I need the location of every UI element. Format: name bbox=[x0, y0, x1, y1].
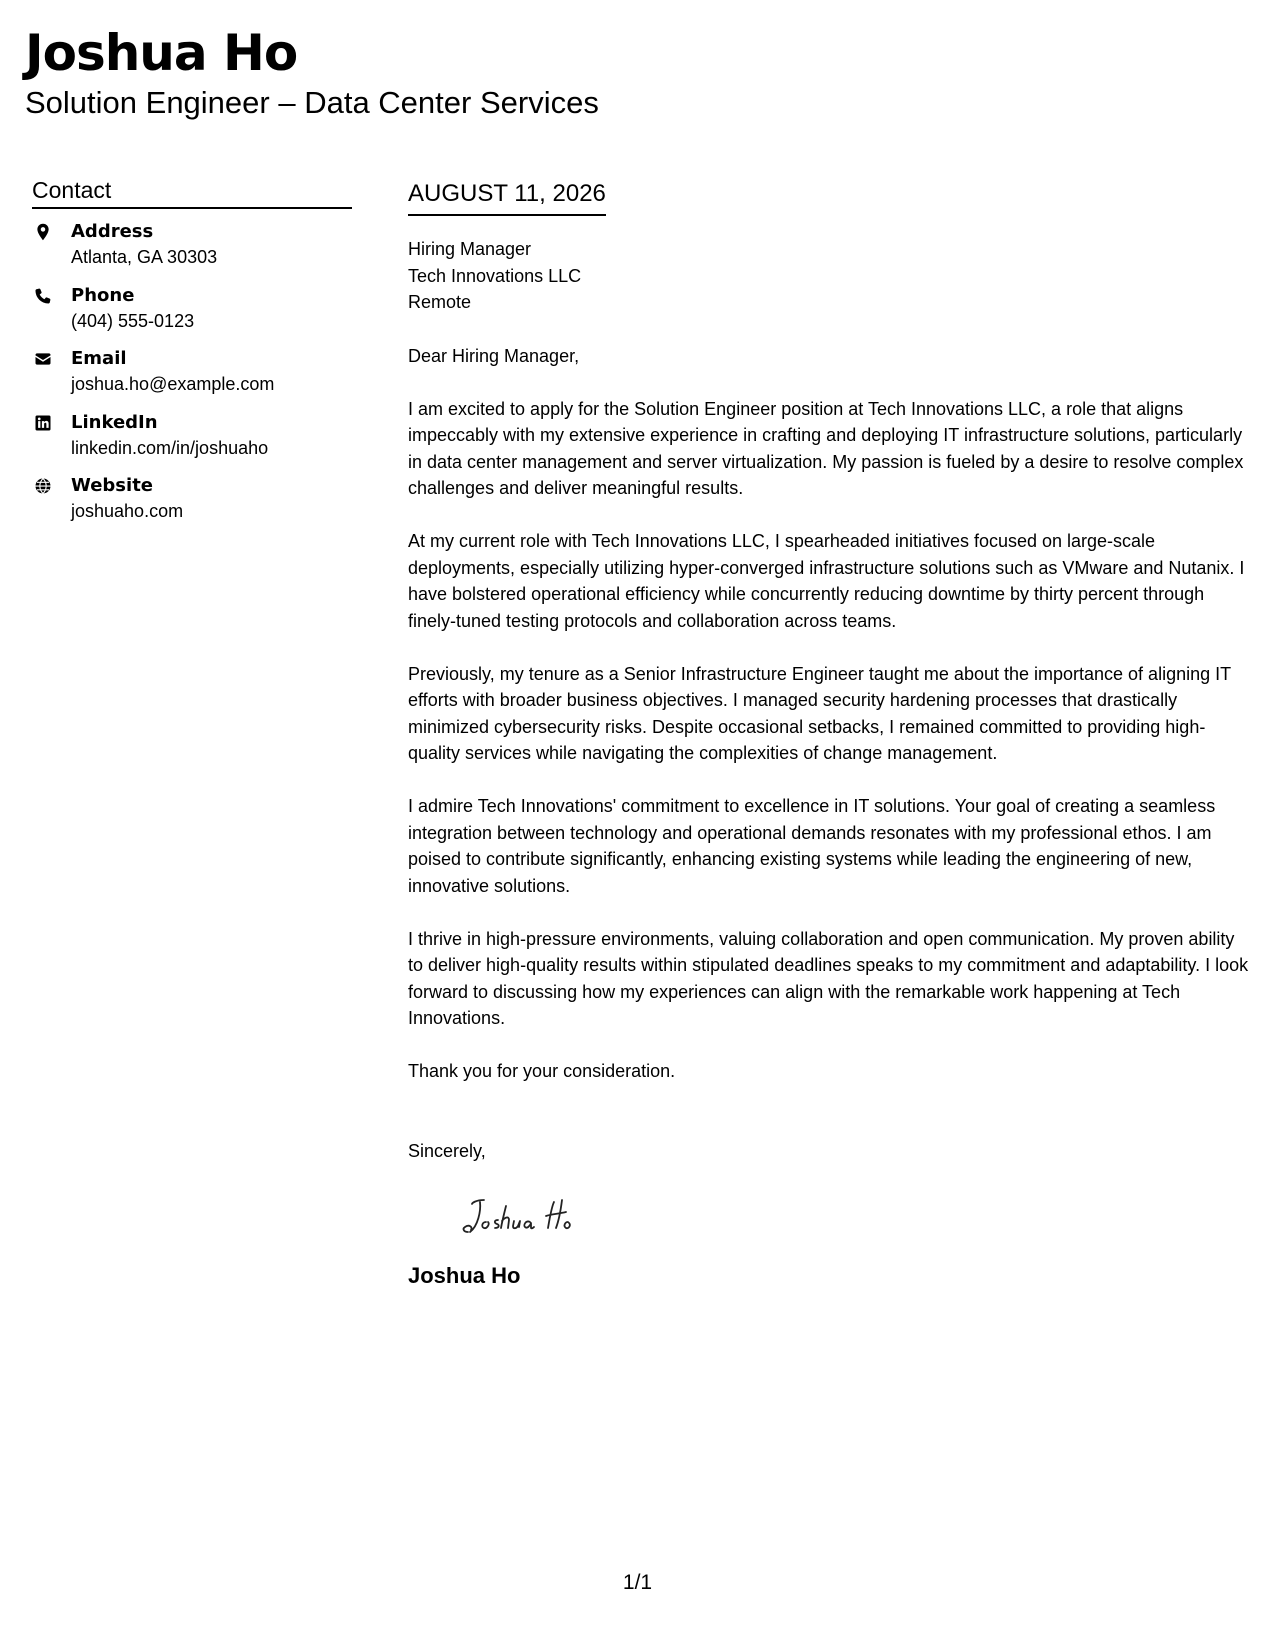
globe-icon bbox=[34, 477, 52, 495]
contact-sidebar bbox=[32, 175, 352, 537]
linkedin-icon bbox=[34, 414, 52, 432]
page-number: 1/1 bbox=[622, 1571, 653, 1594]
recipient-line: Hiring Manager bbox=[408, 239, 532, 259]
contact-label: Email bbox=[71, 348, 127, 369]
letter-body bbox=[408, 178, 1253, 1290]
contact-value: Atlanta, GA 30303 bbox=[71, 247, 218, 267]
applicant-name: Joshua Ho bbox=[25, 24, 298, 82]
contact-label: Website bbox=[71, 475, 154, 496]
contact-label: LinkedIn bbox=[71, 411, 158, 433]
signer-name: Joshua Ho bbox=[408, 1263, 521, 1288]
contact-item-phone bbox=[32, 283, 352, 347]
contact-value: (404) 555-0123 bbox=[71, 310, 195, 331]
contact-item-address bbox=[32, 219, 352, 283]
contact-value: joshuaho.com bbox=[71, 501, 184, 521]
contact-label: Phone bbox=[71, 284, 135, 306]
body-paragraph: At my current role with Tech Innovations LLC, I spearheaded initiatives focused on large-scale deployments, especially utilizing hyper-converged infrastructure solutions such as VMware and Nutanix. I have bolstered operational efficiency while concurrently reducing downtime by thirty percent through finely-tuned testing protocols and collaboration across teams. bbox=[408, 531, 1245, 631]
contact-value: linkedin.com/in/joshuaho bbox=[71, 437, 269, 458]
contact-value: joshua.ho@example.com bbox=[71, 374, 275, 394]
letter-header bbox=[25, 22, 599, 122]
envelope-icon bbox=[34, 350, 52, 368]
body-paragraph: I admire Tech Innovations' commitment to excellence in IT solutions. Your goal of creating a seamless integration between technology and operational demands resonates with my professional ethos. I am poised to contribute significantly, enhancing existing systems while leading the engineering of new, innovative solutions. bbox=[408, 796, 1216, 896]
salutation: Dear Hiring Manager, bbox=[408, 345, 580, 366]
recipient-line: Tech Innovations LLC bbox=[408, 265, 582, 286]
thanks-line: Thank you for your consideration. bbox=[408, 1061, 676, 1081]
contact-heading: Contact bbox=[32, 175, 352, 209]
body-paragraph: I am excited to apply for the Solution Engineer position at Tech Innovations LLC, a role that aligns impeccably with my extensive experience in crafting and deploying IT infrastructure solutions, particularly in data center management and server virtualization. My passion is fueled by a desire to resolve complex challenges and deliver meaningful results. bbox=[408, 398, 1244, 498]
closing: Sincerely, bbox=[408, 1140, 486, 1161]
body-paragraph: I thrive in high-pressure environments, valuing collaboration and open communication. My proven ability to deliver high-quality results within stipulated deadlines speaks to my commitment and adaptability. I look forward to discussing how my experiences can align with the remarkable work happening at Tech Innovations. bbox=[408, 928, 1249, 1028]
job-title: Solution Engineer – Data Center Services bbox=[25, 85, 599, 120]
letter-date: AUGUST 11, 2026 bbox=[408, 178, 606, 216]
handwritten-signature bbox=[450, 1192, 640, 1242]
contact-item-email bbox=[32, 346, 352, 410]
recipient-line: Remote bbox=[408, 292, 472, 312]
contact-item-website bbox=[32, 473, 352, 537]
contact-label: Address bbox=[71, 221, 154, 242]
contact-item-linkedin bbox=[32, 410, 352, 474]
map-pin-icon bbox=[34, 223, 52, 241]
recipient-block bbox=[408, 236, 1253, 316]
body-paragraph: Previously, my tenure as a Senior Infrastructure Engineer taught me about the importance of aligning IT efforts with broader business objectives. I managed security hardening processes that drastically minimized cybersecurity risks. Despite occasional setbacks, I remained committed to providing high-quality services while navigating the complexities of change management. bbox=[408, 663, 1231, 763]
phone-icon bbox=[34, 287, 52, 305]
